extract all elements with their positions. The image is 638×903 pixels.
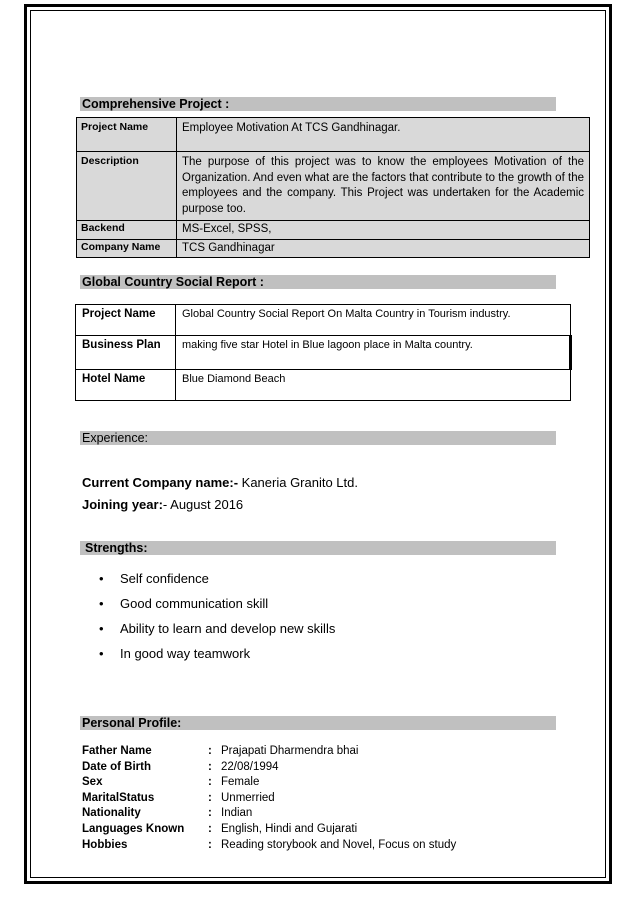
strengths-list (82, 566, 335, 666)
row-label: Hotel Name (76, 370, 176, 401)
profile-value: Indian (221, 807, 253, 820)
row-label: Description (77, 152, 177, 221)
profile-label: Hobbies (82, 838, 128, 851)
profile-row (82, 806, 456, 822)
profile-value: Prajapati Dharmendra bhai (221, 745, 359, 757)
profile-row (82, 791, 456, 807)
table-row (76, 305, 571, 336)
profile-label: Father Name (82, 745, 152, 757)
profile-colon: : (208, 791, 212, 804)
strengths-heading: Strengths: (80, 541, 556, 555)
profile-colon: : (208, 822, 212, 835)
global-report-heading: Global Country Social Report : (80, 275, 556, 289)
current-company-line (82, 475, 358, 490)
row-label: Company Name (77, 239, 177, 258)
row-label: Project Name (77, 118, 177, 152)
table-row (76, 370, 571, 401)
joining-year-value: - August 2016 (162, 497, 244, 512)
row-value: The purpose of this project was to know the employees Motivation of the Organization. And even what are the factors that contribute to the growth of the employees and the company. This Project was undertaken for the Academic purpose too. (177, 152, 590, 221)
row-value: Global Country Social Report On Malta Country in Tourism industry. (176, 305, 571, 336)
profile-row (82, 760, 456, 776)
profile-value: Female (221, 776, 260, 789)
comprehensive-project-table (76, 117, 590, 258)
joining-year-label: Joining year: (82, 497, 163, 512)
profile-row (82, 775, 456, 791)
row-value: Employee Motivation At TCS Gandhinagar. (177, 118, 590, 152)
personal-profile-heading: Personal Profile: (80, 716, 556, 730)
profile-label: Date of Birth (82, 760, 151, 773)
experience-heading: Experience: (80, 431, 556, 445)
list-item: • Good communication skill (82, 591, 335, 616)
row-value: TCS Gandhinagar (177, 239, 590, 258)
personal-profile-list (82, 744, 456, 853)
profile-value: Reading storybook and Novel, Focus on study (221, 838, 457, 851)
list-item: • In good way teamwork (82, 641, 335, 666)
global-report-table (75, 304, 572, 401)
profile-colon: : (208, 745, 212, 757)
table-row (77, 221, 590, 240)
profile-label: Sex (82, 776, 103, 789)
row-value: Blue Diamond Beach (176, 370, 571, 401)
current-company-label: Current Company name:- (82, 475, 239, 490)
profile-row (82, 822, 456, 838)
table-row (77, 239, 590, 258)
profile-colon: : (208, 807, 212, 820)
row-label: Backend (77, 221, 177, 240)
list-item: • Ability to learn and develop new skills (82, 616, 335, 641)
profile-row (82, 838, 456, 854)
table-row (77, 152, 590, 221)
row-value: MS-Excel, SPSS, (177, 221, 590, 240)
profile-row (82, 744, 456, 760)
profile-colon: : (208, 760, 212, 773)
current-company-value: Kaneria Granito Ltd. (238, 475, 358, 490)
profile-value: English, Hindi and Gujarati (221, 822, 358, 835)
comprehensive-project-heading: Comprehensive Project : (80, 97, 556, 111)
profile-label: Languages Known (82, 822, 185, 835)
row-label: Business Plan (76, 336, 176, 370)
profile-colon: : (208, 776, 212, 789)
row-value: making five star Hotel in Blue lagoon place in Malta country. (176, 336, 571, 370)
profile-value: 22/08/1994 (221, 760, 279, 773)
profile-label: MaritalStatus (82, 791, 155, 804)
profile-label: Nationality (82, 807, 141, 820)
table-row (76, 336, 571, 370)
joining-year-line (82, 497, 243, 512)
profile-colon: : (208, 838, 212, 851)
profile-value: Unmerried (221, 791, 275, 804)
table-row (77, 118, 590, 152)
row-label: Project Name (76, 305, 176, 336)
list-item: • Self confidence (82, 566, 335, 591)
